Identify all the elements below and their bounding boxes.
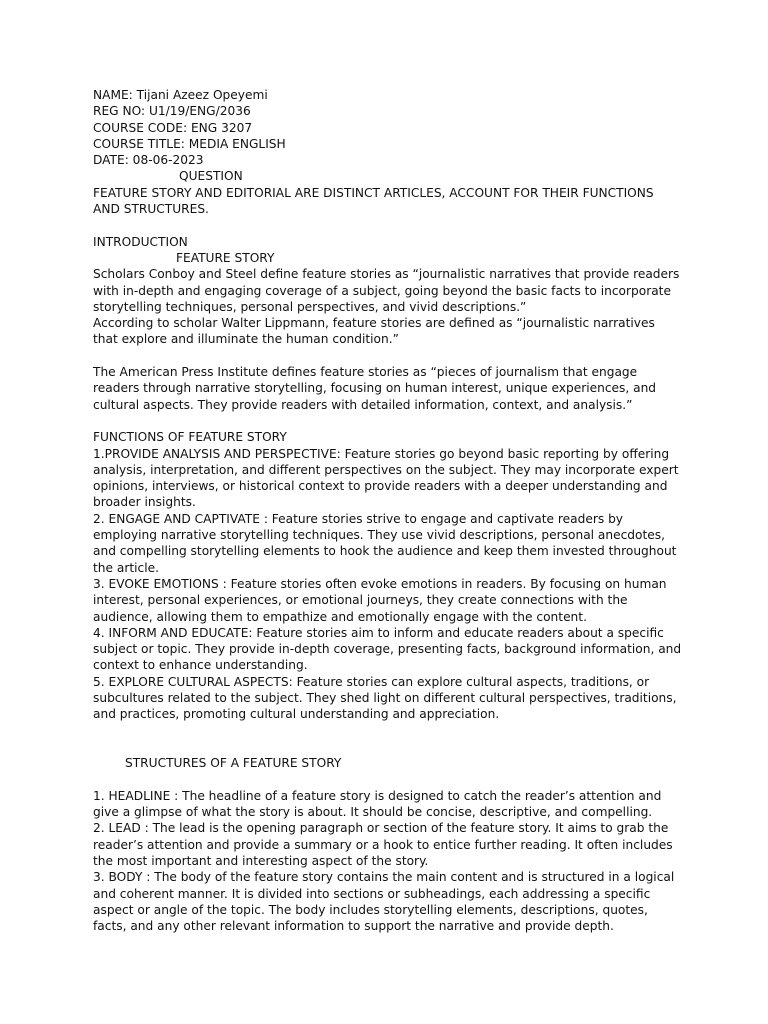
structure-item: 3. BODY : The body of the feature story contains the main content and is structured in a logical and coherent manner. It is divided into sections or subheadings, each addressing a specific aspect or angle of the topic. The body includes storytelling elements, descriptions, quotes, facts, and any other relevant information to support the narrative and provide depth. — [93, 870, 675, 934]
spacer — [93, 413, 683, 429]
introduction-heading: INTRODUCTION — [93, 234, 188, 249]
structures-heading: STRUCTURES OF A FEATURE STORY — [125, 756, 342, 771]
submission-date: DATE: 08-06-2023 — [93, 153, 204, 168]
functions-heading: FUNCTIONS OF FEATURE STORY — [93, 430, 287, 445]
reg-number: REG NO: U1/19/ENG/2036 — [93, 104, 251, 119]
course-title: COURSE TITLE: MEDIA ENGLISH — [93, 136, 286, 151]
structure-item: 2. LEAD : The lead is the opening paragraph or section of the feature story. It aims to grab the reader’s attention and provide a summary or a hook to entice further reading. It often includes the most important and interesting aspect of the story. — [93, 821, 673, 868]
question-text: FEATURE STORY AND EDITORIAL ARE DISTINCT ARTICLES, ACCOUNT FOR THEIR FUNCTIONS AND STRUCTURES. — [93, 185, 654, 217]
intro-paragraph-2: According to scholar Walter Lippmann, feature stories are defined as “journalistic narratives that explore and illuminate the human condition.” — [93, 316, 655, 347]
document-page — [93, 87, 683, 934]
intro-paragraph-3: The American Press Institute defines feature stories as “pieces of journalism that engage readers through narrative storytelling, focusing on human interest, unique experiences, and cultural aspects. They provide readers with detailed information, context, and analysis.” — [93, 365, 657, 412]
function-item: 3. EVOKE EMOTIONS : Feature stories often evoke emotions in readers. By focusing on human interest, personal experiences, or emotional journeys, they create connections with the audience, allowing them to empathize and emotionally engage with the content. — [93, 576, 667, 624]
intro-paragraph-1: Scholars Conboy and Steel define feature stories as “journalistic narratives that provide readers with in-depth and engaging coverage of a subject, going beyond the basic facts to incorporate storytelling techniques, personal perspectives, and vivid descriptions.” — [93, 267, 680, 314]
function-item: 5. EXPLORE CULTURAL ASPECTS: Feature stories can explore cultural aspects, traditions, or subcultures related to the subject. They shed light on different cultural perspectives, traditions, and practices, promoting cultural understanding and appreciation. — [93, 674, 677, 722]
structure-item: 1. HEADLINE : The headline of a feature story is designed to catch the reader’s attention and give a glimpse of what the story is about. It should be concise, descriptive, and compelling. — [93, 788, 662, 820]
spacer — [93, 771, 683, 787]
student-name: NAME: Tijani Azeez Opeyemi — [93, 88, 268, 102]
function-item: 1.PROVIDE ANALYSIS AND PERSPECTIVE: Feature stories go beyond basic reporting by offering analysis, interpretation, and different perspectives on the subject. They may incorporate expert opinions, interviews, or historical context to provide readers with a deeper understanding and broader insights. — [93, 446, 679, 510]
feature-story-subheading: FEATURE STORY — [176, 250, 275, 265]
spacer — [93, 348, 683, 364]
course-code: COURSE CODE: ENG 3207 — [93, 120, 253, 135]
function-item: 2. ENGAGE AND CAPTIVATE : Feature stories strive to engage and captivate readers by employing narrative storytelling techniques. They use vivid descriptions, personal anecdotes, and compelling storytelling elements to hook the audience and keep them invested throughout the article. — [93, 511, 677, 575]
spacer — [93, 723, 683, 756]
function-item: 4. INFORM AND EDUCATE: Feature stories aim to inform and educate readers about a specific subject or topic. They provide in-depth coverage, presenting facts, background information, and context to enhance understanding. — [93, 625, 682, 673]
spacer — [93, 217, 683, 233]
question-label: QUESTION — [179, 169, 243, 184]
